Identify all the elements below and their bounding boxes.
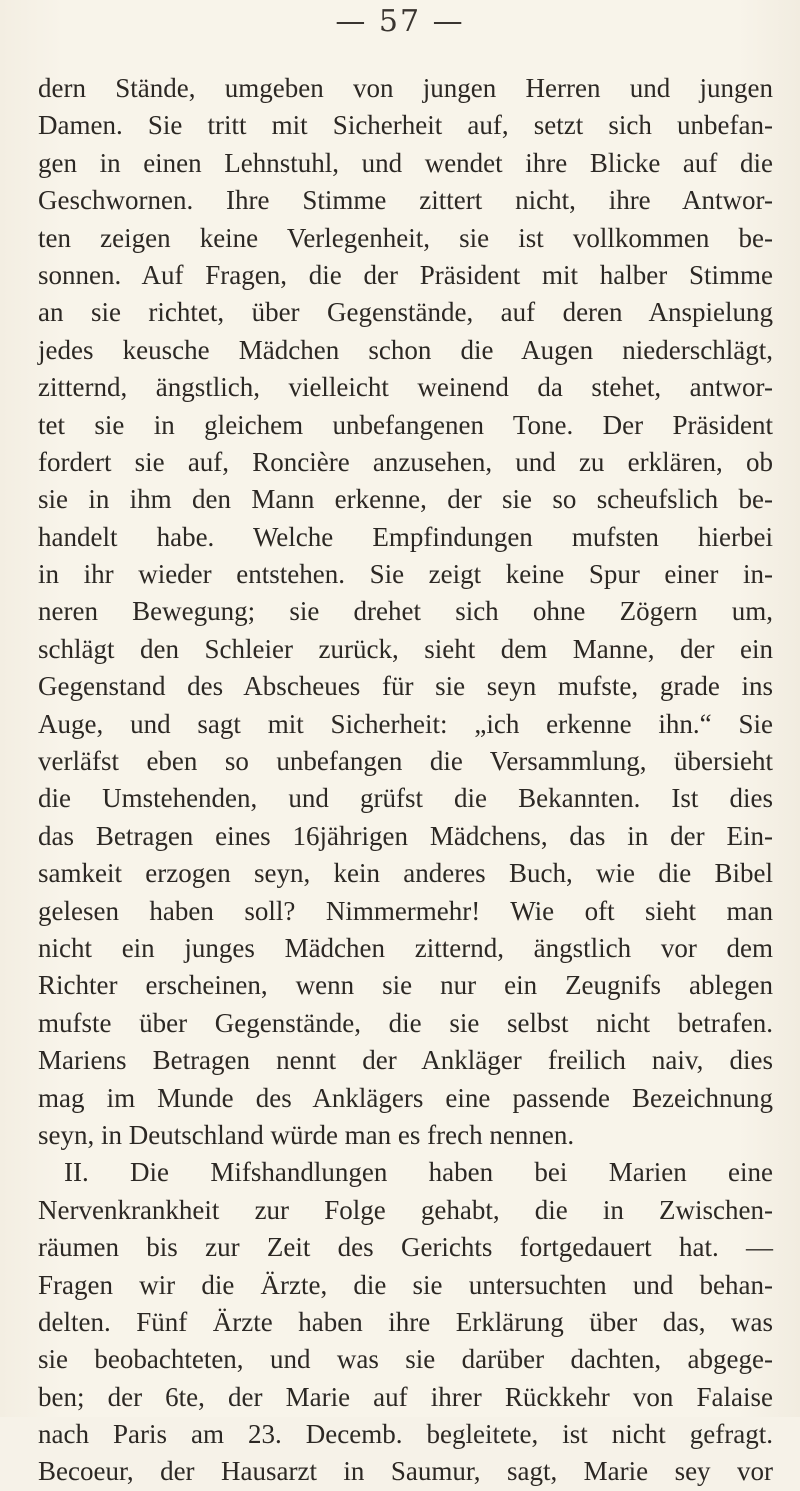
text-line: verläfst eben so unbefangen die Versammlung, übersieht bbox=[38, 746, 773, 777]
text-line: Fragen wir die Ärzte, die sie untersuchten und behan- bbox=[38, 1269, 773, 1300]
page-number-header: — 57 — bbox=[335, 4, 465, 39]
text-line: schlägt den Schleier zurück, sieht dem Manne, der ein bbox=[38, 633, 773, 664]
text-line: räumen bis zur Zeit des Gerichts fortgedauert hat. — bbox=[38, 1232, 773, 1263]
text-line: nach Paris am 23. Decemb. begleitete, ist nicht gefragt. bbox=[38, 1419, 773, 1450]
text-line: sonnen. Auf Fragen, die der Präsident mit halber Stimme bbox=[38, 259, 773, 290]
text-line: sie beobachteten, und was sie darüber dachten, abgege- bbox=[38, 1344, 773, 1375]
text-line: gelesen haben soll? Nimmermehr! Wie oft sieht man bbox=[38, 895, 773, 926]
text-line: neren Bewegung; sie drehet sich ohne Zögern um, bbox=[38, 596, 773, 627]
text-line: Becoeur, der Hausarzt in Saumur, sagt, Marie sey vor bbox=[38, 1456, 773, 1487]
text-line: Mariens Betragen nennt der Ankläger freilich naiv, dies bbox=[38, 1045, 773, 1076]
text-line: nicht ein junges Mädchen zitternd, ängstlich vor dem bbox=[38, 932, 773, 963]
text-line: II. Die Mifshandlungen haben bei Marien eine bbox=[64, 1157, 773, 1188]
text-line: samkeit erzogen seyn, kein anderes Buch, wie die Bibel bbox=[38, 858, 773, 889]
text-line: delten. Fünf Ärzte haben ihre Erklärung über das, was bbox=[38, 1306, 773, 1337]
text-line: Auge, und sagt mit Sicherheit: „ich erkenne ihn.“ Sie bbox=[38, 708, 773, 739]
text-line: die Umstehenden, und grüfst die Bekannten. Ist dies bbox=[38, 783, 773, 814]
text-line: jedes keusche Mädchen schon die Augen niederschlägt, bbox=[38, 334, 773, 365]
body-text bbox=[38, 70, 773, 1491]
text-line: Gegenstand des Abscheues für sie seyn mufste, grade ins bbox=[38, 671, 773, 702]
text-line: das Betragen eines 16jährigen Mädchens, das in der Ein- bbox=[38, 820, 773, 851]
text-line: fordert sie auf, Roncière anzusehen, und zu erklären, ob bbox=[38, 446, 773, 477]
text-line: tet sie in gleichem unbefangenen Tone. Der Präsident bbox=[38, 409, 773, 440]
text-line: Nervenkrankheit zur Folge gehabt, die in Zwischen- bbox=[38, 1194, 773, 1225]
text-line: in ihr wieder entstehen. Sie zeigt keine Spur einer in- bbox=[38, 559, 773, 590]
text-line: mufste über Gegenstände, die sie selbst nicht betrafen. bbox=[38, 1007, 773, 1038]
text-line: gen in einen Lehnstuhl, und wendet ihre Blicke auf die bbox=[38, 147, 773, 178]
text-line: an sie richtet, über Gegenstände, auf deren Anspielung bbox=[38, 297, 773, 328]
text-line: ten zeigen keine Verlegenheit, sie ist vollkommen be- bbox=[38, 222, 773, 253]
text-line: seyn, in Deutschland würde man es frech nennen. bbox=[38, 1119, 575, 1150]
text-line: Geschwornen. Ihre Stimme zittert nicht, ihre Antwor- bbox=[38, 185, 773, 216]
text-line: Richter erscheinen, wenn sie nur ein Zeugnifs ablegen bbox=[38, 970, 773, 1001]
text-line: dern Stände, umgeben von jungen Herren und jungen bbox=[38, 73, 773, 103]
text-line: handelt habe. Welche Empfindungen mufsten hierbei bbox=[38, 521, 773, 552]
text-line: sie in ihm den Mann erkenne, der sie so scheufslich be- bbox=[38, 484, 773, 515]
text-line: zitternd, ängstlich, vielleicht weinend da stehet, antwor- bbox=[38, 372, 773, 403]
text-line: mag im Munde des Anklägers eine passende Bezeichnung bbox=[38, 1082, 773, 1113]
text-line: ben; der 6te, der Marie auf ihrer Rückkehr von Falaise bbox=[38, 1381, 773, 1412]
text-line: Damen. Sie tritt mit Sicherheit auf, setzt sich unbefan- bbox=[38, 110, 773, 141]
